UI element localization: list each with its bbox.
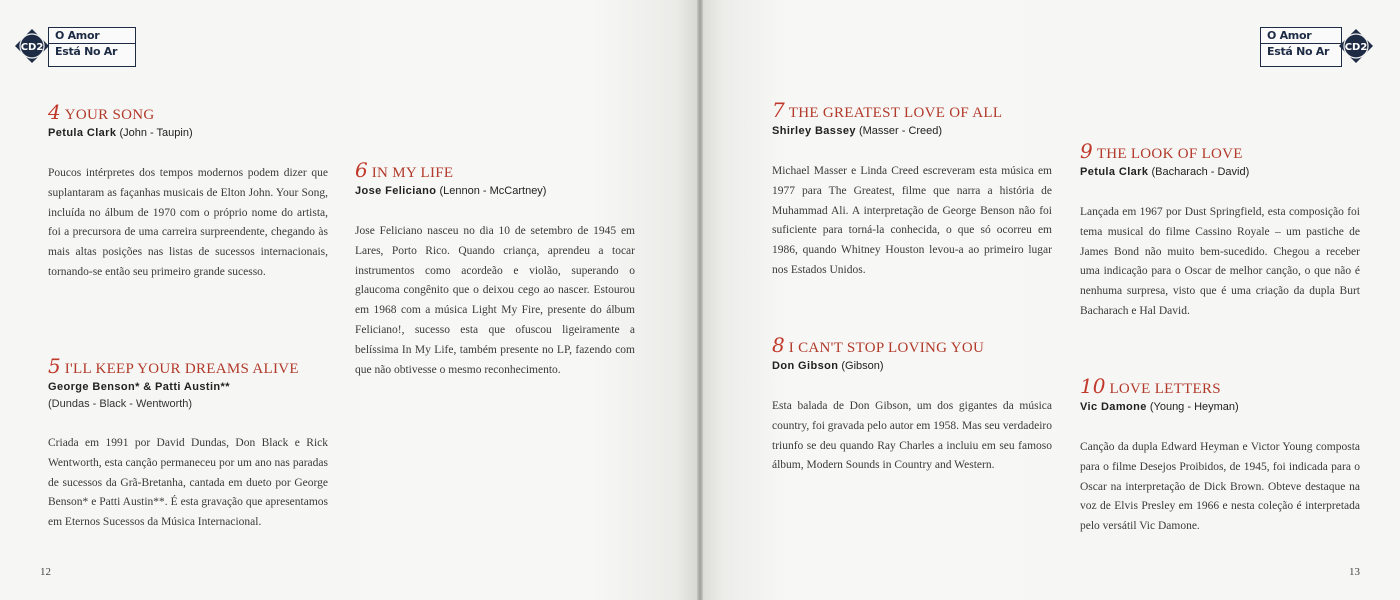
cd-disc-icon [1338,28,1374,64]
track-number: 9 [1080,139,1093,163]
album-title-line2: Está No Ar [49,43,135,59]
cd-label: CD2 [20,42,44,53]
album-title-box [48,27,136,67]
composer-credits: (Bacharach - David) [1151,166,1250,178]
composer-credits: (Dundas - Black - Wentworth) [48,398,193,410]
song-description: Lançada em 1967 por Dust Springfield, esta composição foi tema musical do filme Cassino Royale – um pastiche de James Bond não muito bem-sucedido. Chegou a receber uma indicação para o Oscar de melhor canção, o que não é nenhuma surpresa, visto que é uma criação da dupla Burt Bacharach e Hal David. [1080,206,1360,317]
song-description: Jose Feliciano nasceu no dia 10 de setembro de 1945 em Lares, Porto Rico. Quando criança, aprendeu a tocar instrumentos como acordeão e violão, superando o glaucoma congênito que o deixou cego ao nascer. Estourou em 1968 com a música Light My Fire, presente do álbum Feliciano!, sucesso esta que ofuscou ligeiramente a belíssima In My Life, também presente no LP, fazendo com que não obtivesse o mesmo reconhecimento. [355,225,635,376]
song-description: Michael Masser e Linda Creed escreveram esta música em 1977 para The Greatest, filme que narra a história de Muhammad Ali. A interpretação de George Benson não foi suficiente para torná-la conhecida, o que só ocorreu em 1986, quando Whitney Houston levou-a ao primeiro lugar nos Estados Unidos. [772,165,1052,276]
track-number: 7 [772,98,785,122]
song-title: YOUR SONG [64,107,155,123]
song-entry-6 [355,160,635,380]
song-title: I CAN'T STOP LOVING YOU [788,340,985,356]
composer-credits: (Gibson) [841,360,884,372]
song-title: LOVE LETTERS [1109,381,1221,397]
song-entry-4 [48,102,328,283]
track-number: 6 [355,158,368,182]
cd-label: CD2 [1344,42,1368,53]
composer-credits: (Young - Heyman) [1149,401,1239,413]
song-title: IN MY LIFE [371,165,454,181]
artist-name: Petula Clark [48,127,117,139]
song-title: THE GREATEST LOVE OF ALL [788,105,1003,121]
composer-credits: (Masser - Creed) [858,125,943,137]
album-title-line1: O Amor [55,29,100,42]
artist-name: Don Gibson [772,360,839,372]
song-description: Poucos intérpretes dos tempos modernos podem dizer que suplantaram as façanhas musicais de Elton John. Your Song, incluída no álbum de 1970 com o próprio nome do artista, foi a precursora de uma carreira surpreendente, chegando às mais altas posições nas listas de sucessos internacionais, tornando-se então seu primeiro grande sucesso. [48,167,328,278]
song-description: Canção da dupla Edward Heyman e Victor Young composta para o filme Desejos Proibidos, de 1945, foi indicada para o Oscar na interpretação de Dick Brown. Obteve destaque na voz de Elvis Presley em 1966 e nesta coleção é interpretada pelo versátil Vic Damone. [1080,441,1360,533]
artist-name: Shirley Bassey [772,125,856,137]
cd-disc-icon [14,28,50,64]
album-badge-left [14,27,140,67]
artist-name: George Benson* & Patti Austin** [48,381,230,393]
album-title-box [1260,27,1342,67]
track-number: 4 [48,100,61,124]
album-title-line2: Está No Ar [1261,43,1341,59]
page-number-left: 12 [40,566,51,578]
song-entry-5 [48,356,328,533]
artist-name: Petula Clark [1080,166,1149,178]
track-number: 5 [48,354,61,378]
composer-credits: (John - Taupin) [119,127,193,139]
page-number-right: 13 [1349,566,1360,578]
song-description: Criada em 1991 por David Dundas, Don Black e Rick Wentworth, esta canção permaneceu por um ano nas paradas de sucessos da Grã-Bretanha, cantada em dueto por George Benson* e Patti Austin**. É esta gravação que apresentamos em Eternos Sucessos da Música Internacional. [48,437,328,529]
artist-name: Jose Feliciano [355,185,437,197]
album-title-line1: O Amor [1267,29,1312,42]
song-entry-10 [1080,376,1360,537]
album-badge-right [1258,27,1384,67]
artist-name: Vic Damone [1080,401,1147,413]
song-description: Esta balada de Don Gibson, um dos gigantes da música country, foi gravada pelo autor em 1958. Mas seu verdadeiro triunfo se deu quando Ray Charles a incluiu em seu famoso álbum, Modern Sounds in Country and Western. [772,400,1052,472]
song-title: THE LOOK OF LOVE [1096,146,1243,162]
song-entry-7 [772,100,1052,281]
song-title: I'LL KEEP YOUR DREAMS ALIVE [64,361,299,377]
track-number: 10 [1080,374,1106,398]
song-entry-9 [1080,141,1360,322]
song-entry-8 [772,335,1052,476]
track-number: 8 [772,333,785,357]
composer-credits: (Lennon - McCartney) [439,185,547,197]
